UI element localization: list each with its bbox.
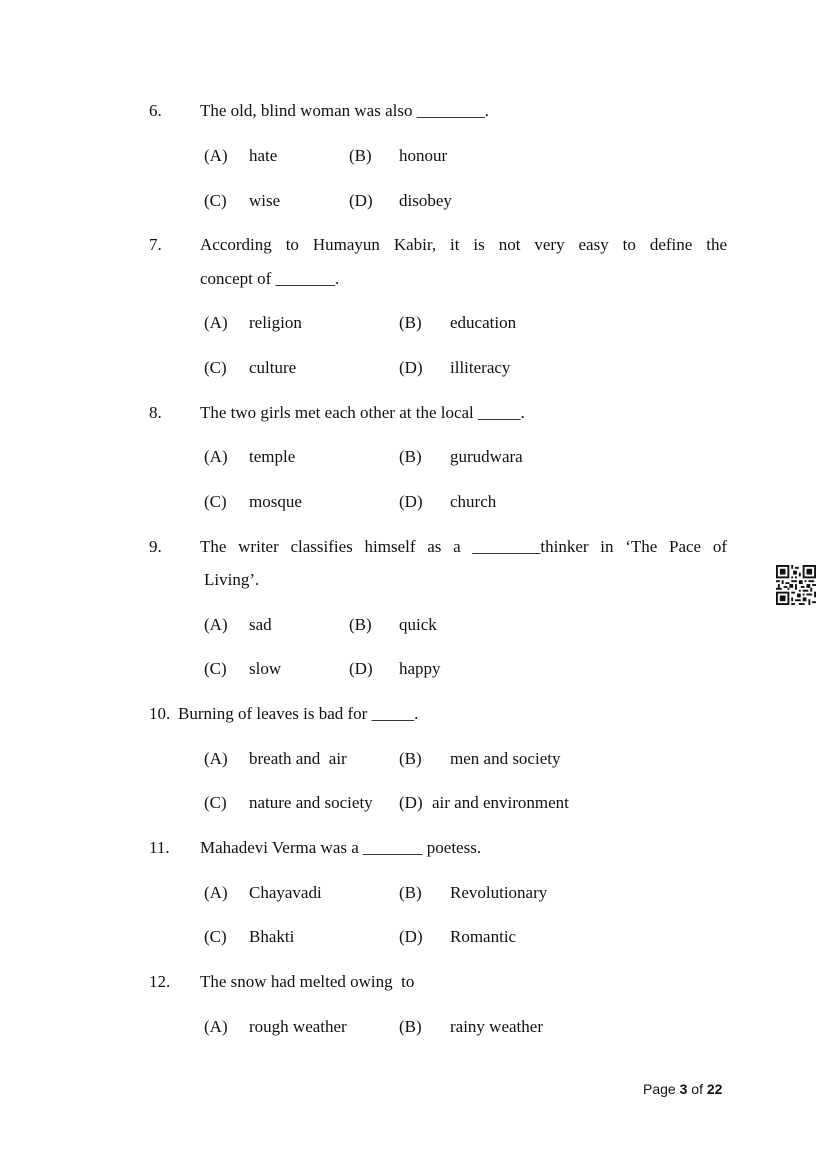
option-text: Chayavadi — [249, 883, 322, 902]
option-label: (C) — [204, 492, 227, 511]
question-text: The two girls met each other at the local _____. — [200, 403, 525, 422]
question-number: 11. — [149, 838, 170, 857]
of-word: of — [691, 1081, 703, 1097]
option-label: (D) — [399, 492, 423, 511]
question-text: According to Humayun Kabir, it is not very easy to define the — [200, 235, 727, 254]
option-text: disobey — [399, 191, 452, 210]
option-label: (B) — [399, 1017, 422, 1036]
option-text: sad — [249, 615, 272, 634]
question-text: The snow had melted owing to — [200, 972, 415, 991]
option-text: illiteracy — [450, 358, 511, 377]
option-text: slow — [249, 659, 282, 678]
option-text: temple — [249, 447, 296, 466]
option-text: church — [450, 492, 497, 511]
option-label: (D) — [349, 191, 373, 210]
option-label: (B) — [399, 749, 422, 768]
option-text: hate — [249, 146, 278, 165]
option-label: (C) — [204, 191, 227, 210]
option-label: (B) — [399, 883, 422, 902]
question-text: Burning of leaves is bad for _____. — [178, 704, 419, 723]
page-total: 22 — [706, 1081, 723, 1097]
option-label: (C) — [204, 927, 227, 946]
question-text: The writer classifies himself as a ________thinker in ‘The Pace of — [200, 537, 727, 556]
option-label: (A) — [204, 615, 228, 634]
question-text-continued: concept of _______. — [200, 269, 340, 288]
option-text: breath and air — [249, 749, 347, 768]
option-label: (C) — [204, 793, 227, 812]
option-text: religion — [249, 313, 302, 332]
option-text: rainy weather — [450, 1017, 543, 1036]
option-label: (A) — [204, 313, 228, 332]
option-text: culture — [249, 358, 297, 377]
question-text: Mahadevi Verma was a _______ poetess. — [200, 838, 482, 857]
option-text: men and society — [450, 749, 561, 768]
option-text: education — [450, 313, 517, 332]
question-number: 12. — [149, 972, 171, 991]
option-text: happy — [399, 659, 441, 678]
option-label: (B) — [399, 313, 422, 332]
question-number: 8. — [149, 403, 162, 422]
option-text: nature and society — [249, 793, 373, 812]
option-label: (B) — [399, 447, 422, 466]
page-number — [643, 1081, 722, 1097]
option-text: rough weather — [249, 1017, 347, 1036]
option-text: mosque — [249, 492, 302, 511]
option-text: Revolutionary — [450, 883, 548, 902]
option-text: Bhakti — [249, 927, 295, 946]
option-label: (A) — [204, 1017, 228, 1036]
option-label: (B) — [349, 146, 372, 165]
question-text-continued: Living’. — [204, 570, 260, 589]
question-number: 6. — [149, 101, 162, 120]
option-text: honour — [399, 146, 448, 165]
option-label: (D) — [399, 793, 423, 812]
option-label: (C) — [204, 358, 227, 377]
option-label: (D) — [399, 358, 423, 377]
page-current: 3 — [679, 1081, 688, 1097]
option-text: air and environment — [432, 793, 569, 812]
option-text: quick — [399, 615, 437, 634]
option-label: (A) — [204, 749, 228, 768]
option-label: (B) — [349, 615, 372, 634]
option-label: (D) — [399, 927, 423, 946]
option-label: (A) — [204, 447, 228, 466]
option-label: (A) — [204, 146, 228, 165]
question-number: 7. — [149, 235, 162, 254]
question-text: The old, blind woman was also ________. — [200, 101, 489, 120]
question-number: 9. — [149, 537, 162, 556]
option-text: wise — [249, 191, 281, 210]
option-text: gurudwara — [450, 447, 523, 466]
option-label: (D) — [349, 659, 373, 678]
option-label: (A) — [204, 883, 228, 902]
option-text: Romantic — [450, 927, 517, 946]
option-label: (C) — [204, 659, 227, 678]
qr-code-icon — [776, 565, 816, 605]
question-number: 10. — [149, 704, 171, 723]
page-word: Page — [643, 1081, 676, 1097]
